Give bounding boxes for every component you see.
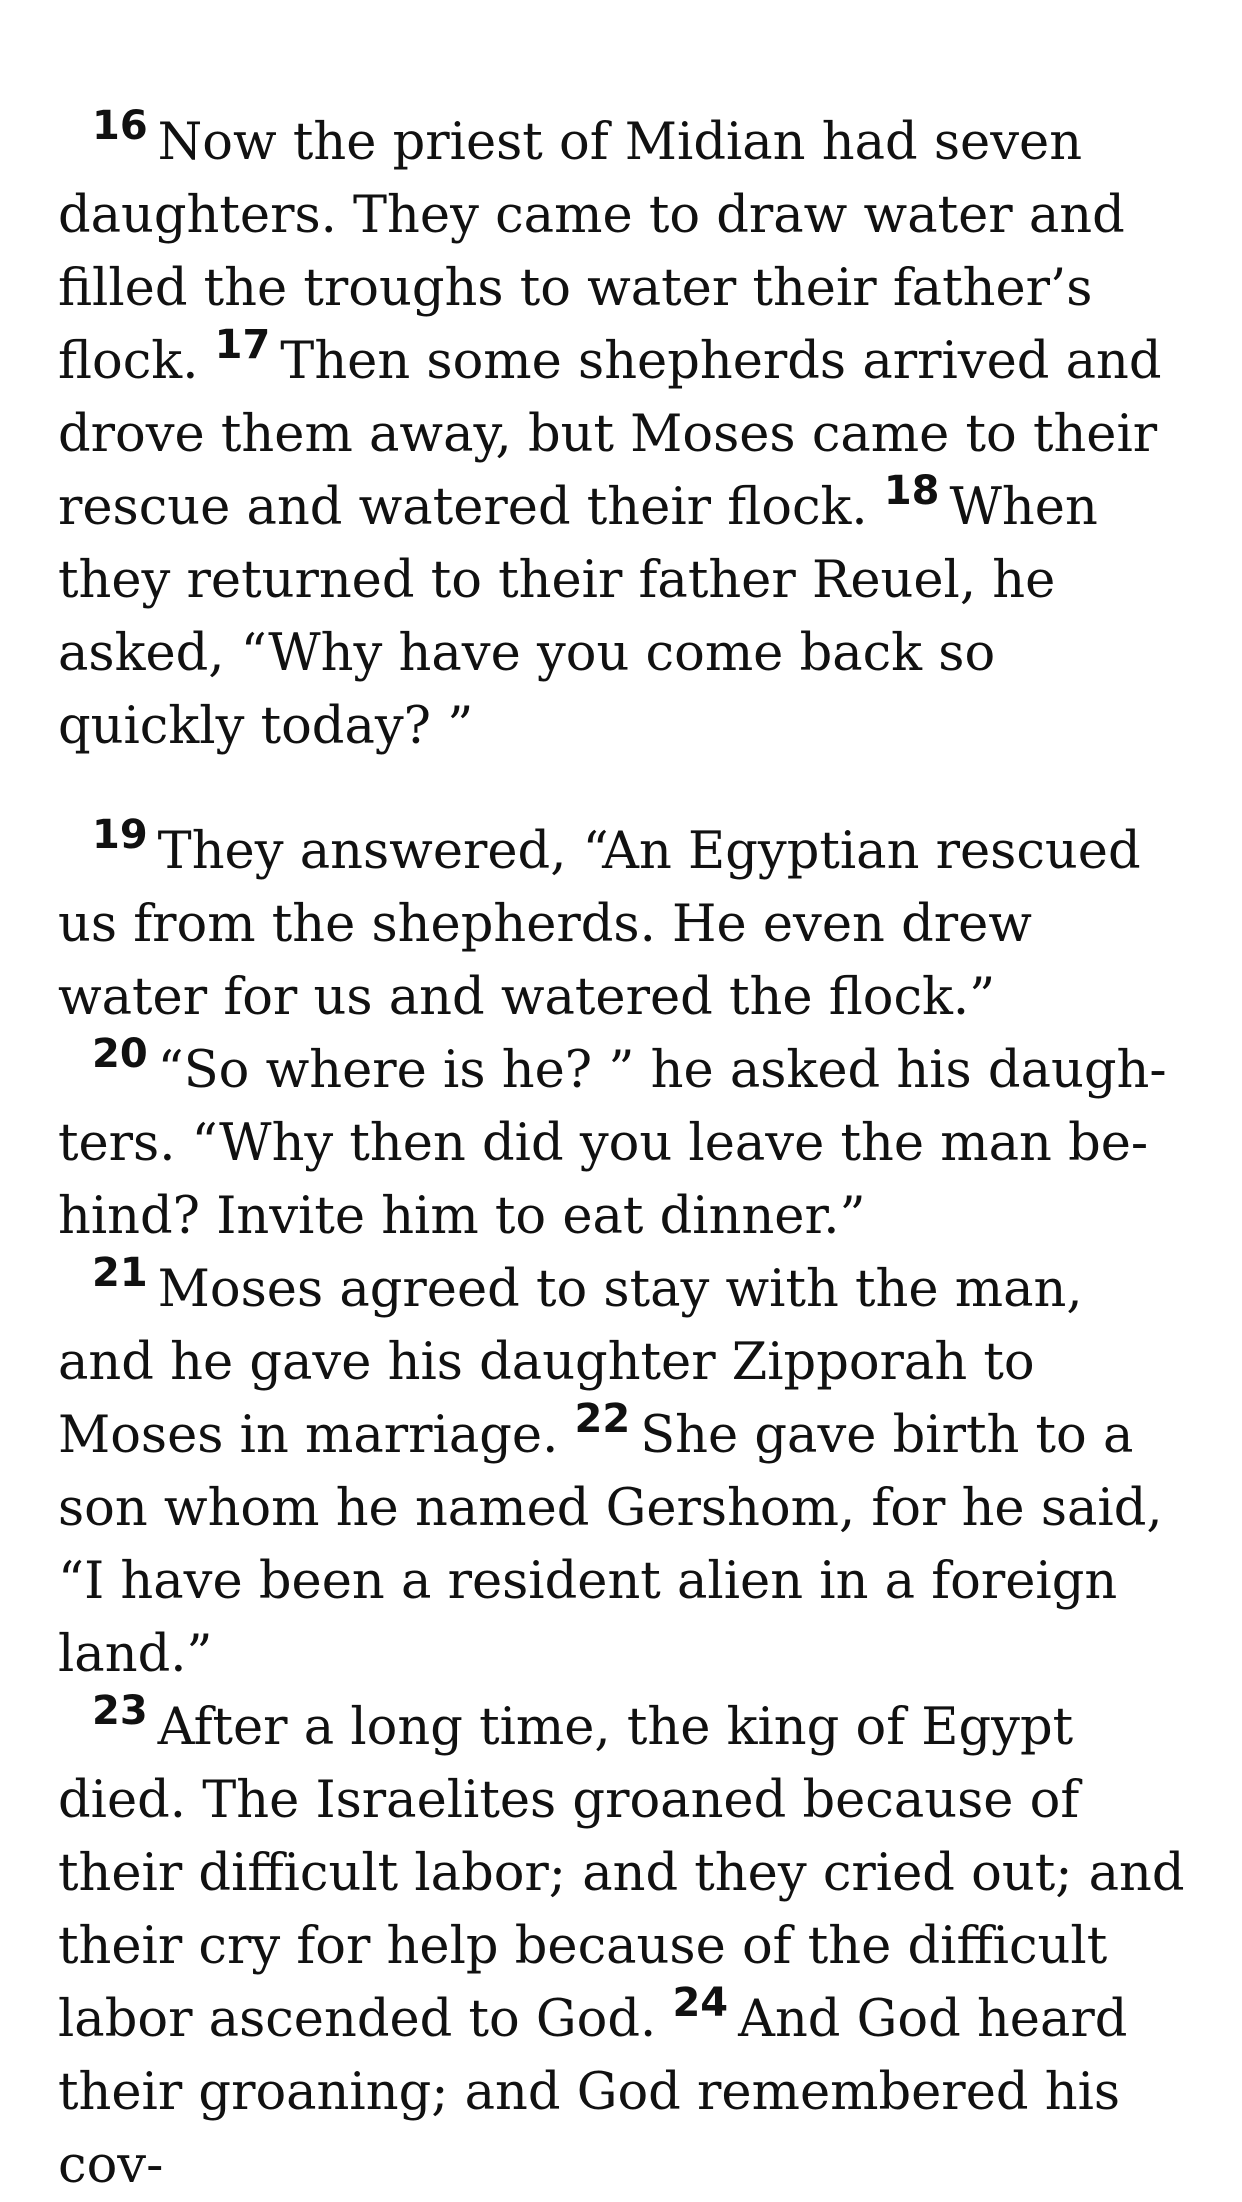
verse-text[interactable]: When they returned to their father Reuel, he asked, “Why have you come back so quickly today? ” — [58, 478, 1098, 756]
verse-text[interactable]: Then some shepherds arrived and drove them away, but Moses came to their rescue and watered their flock. — [58, 332, 1162, 537]
paragraph — [58, 1031, 1188, 1253]
paragraph — [58, 1688, 1188, 2202]
paragraph — [58, 103, 1188, 763]
verse-number[interactable]: 19 — [92, 812, 148, 858]
verse-text[interactable]: “So where is he? ” he asked his daughters. “Why then did you leave the man behind? Invite him to eat dinner.” — [58, 1041, 1167, 1246]
paragraph — [58, 812, 1188, 1034]
verse-number[interactable]: 16 — [92, 103, 148, 149]
verse-text[interactable]: Moses agreed to stay with the man, and he gave his daughter Zipporah to Moses in marriage. — [58, 1260, 1083, 1465]
verse-text[interactable]: Now the priest of Midian had seven daughters. They came to draw water and filled the troughs to water their father’s flock. — [58, 113, 1125, 391]
verse-number[interactable]: 24 — [672, 1980, 729, 2026]
verse-text[interactable]: They answered, “An Egyptian rescued us from the shepherds. He even drew water for us and watered the flock.” — [58, 822, 1141, 1027]
reader-page[interactable] — [58, 103, 1188, 2202]
verse-number[interactable]: 18 — [883, 468, 940, 514]
verse-number[interactable]: 17 — [214, 322, 271, 368]
paragraph — [58, 1250, 1188, 1691]
verse-text[interactable]: And God heard their groaning; and God remembered his cov- — [58, 1990, 1128, 2195]
verse-number[interactable]: 23 — [92, 1688, 148, 1734]
verse-text[interactable]: She gave birth to a son whom he named Gershom, for he said, “I have been a resident alien in a foreign land.” — [58, 1406, 1163, 1684]
verse-number[interactable]: 21 — [92, 1250, 148, 1296]
verse-number[interactable]: 20 — [92, 1031, 148, 1077]
verse-text[interactable]: After a long time, the king of Egypt died. The Israelites groaned because of their difficult labor; and they cried out; and their cry for help because of the difficult labor ascended to God. — [58, 1698, 1185, 2049]
verse-number[interactable]: 22 — [574, 1396, 631, 1442]
